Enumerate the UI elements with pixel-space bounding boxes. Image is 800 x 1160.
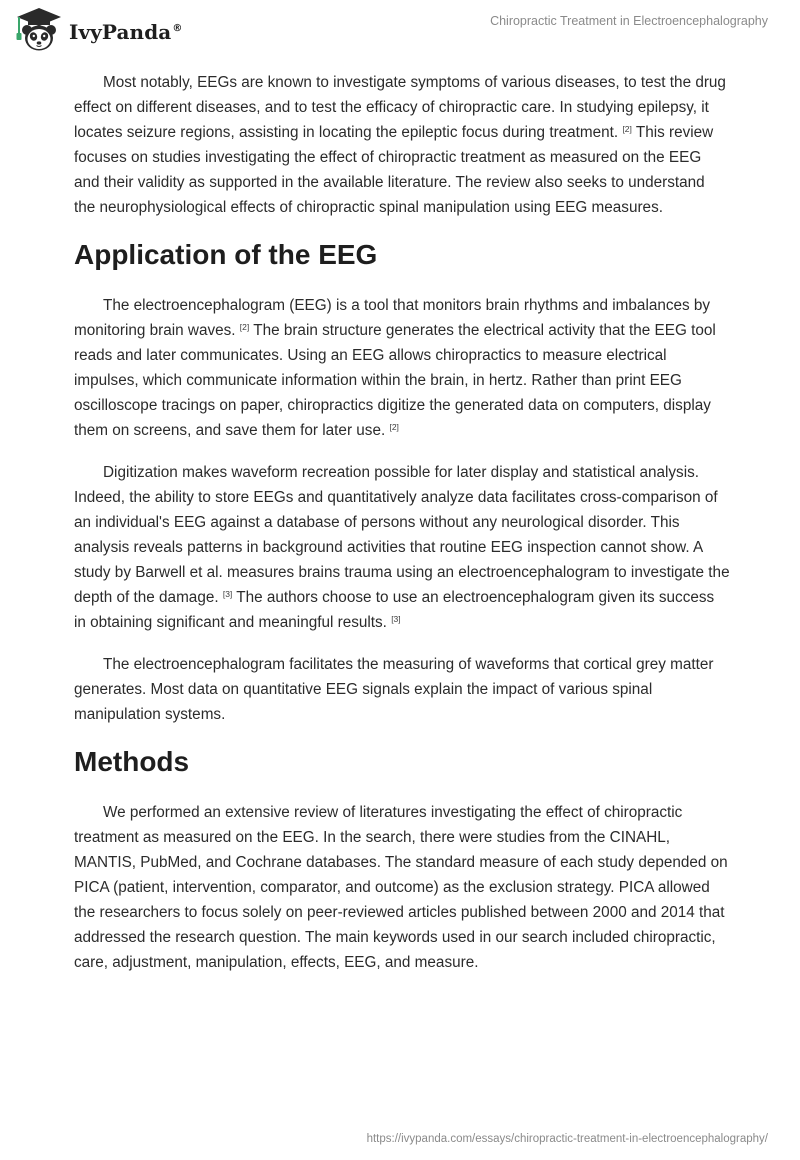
article-body <box>74 70 730 992</box>
panda-graduate-logo-icon <box>14 6 64 54</box>
registered-mark: ® <box>172 23 183 35</box>
paragraph-1-text-a: Most notably, EEGs are known to investigate symptoms of various diseases, to test the drug effect on different diseases, and to test the efficacy of chiropractic care. In studying epilepsy, it locates seizure regions, assisting in locating the epileptic focus during treatment. <box>74 74 726 141</box>
paragraph-1 <box>74 70 730 220</box>
paragraph-3-text-b: The authors choose to use an electroencephalogram given its success in obtaining significant and meaningful results. <box>74 589 715 631</box>
citation-ref[interactable]: [3] <box>222 589 233 599</box>
paragraph-3-text-a: Digitization makes waveform recreation possible for later display and statistical analysis. Indeed, the ability to store EEGs and quantitatively analyze data facilitates cross-comparison of an individual's EEG against a database of persons without any neurological disorder. This analysis reveals patterns in background activities that routine EEG inspection cannot show. A study by Barwell et al. measures brains trauma using an electroencephalogram to investigate the depth of the damage. <box>74 464 730 606</box>
brand-name <box>69 20 182 44</box>
paragraph-2-text-a: The electroencephalogram (EEG) is a tool that monitors brain rhythms and imbalances by monitoring brain waves. <box>74 297 711 339</box>
section-heading-methods: Methods <box>74 746 190 777</box>
paragraph-2-text-b: The brain structure generates the electrical activity that the EEG tool reads and later communicates. Using an EEG allows chiropractics to measure electrical impulses, which communicate information within the brain, in hertz. Rather than print EEG oscilloscope tracings on paper, chiropractics digitize the generated data on computers, display them on screens, and save them for later use. <box>74 322 716 439</box>
paragraph-3 <box>74 460 730 635</box>
citation-ref[interactable]: [3] <box>391 614 401 624</box>
paragraph-5: We performed an extensive review of literatures investigating the effect of chiropractic treatment as measured on the EEG. In the search, there were studies from the CINAHL, MANTIS, PubMed, and Cochrane databases. The standard measure of each study depended on PICA (patient, intervention, comparator, and outcome) as the exclusion strategy. PICA allowed the researchers to focus solely on peer-reviewed articles published between 2000 and 2014 that addressed the research question. The main keywords used in our search included chiropractic, care, adjustment, manipulation, effects, EEG, and measure. <box>74 804 728 971</box>
section-heading-application: Application of the EEG <box>74 239 378 270</box>
paragraph-2 <box>74 293 730 443</box>
paragraph-1-text-b: This review focuses on studies investigating the effect of chiropractic treatment as measured on the EEG and their validity as supported in the available literature. The review also seeks to understand the neurophysiological effects of chiropractic spinal manipulation using EEG measures. <box>74 124 714 216</box>
brand-logo[interactable] <box>14 6 182 54</box>
citation-ref[interactable]: [2] <box>389 422 399 432</box>
brand-name-text: IvyPanda <box>69 20 172 44</box>
page-header <box>0 0 800 60</box>
citation-ref[interactable]: [2] <box>622 124 632 134</box>
citation-ref[interactable]: [2] <box>239 322 250 332</box>
document-title: Chiropractic Treatment in Electroencephalography <box>490 14 768 28</box>
source-url[interactable]: https://ivypanda.com/essays/chiropractic-treatment-in-electroencephalography/ <box>366 1133 768 1145</box>
paragraph-4: The electroencephalogram facilitates the measuring of waveforms that cortical grey matter generates. Most data on quantitative EEG signals explain the impact of various spinal manipulation systems. <box>74 656 714 723</box>
